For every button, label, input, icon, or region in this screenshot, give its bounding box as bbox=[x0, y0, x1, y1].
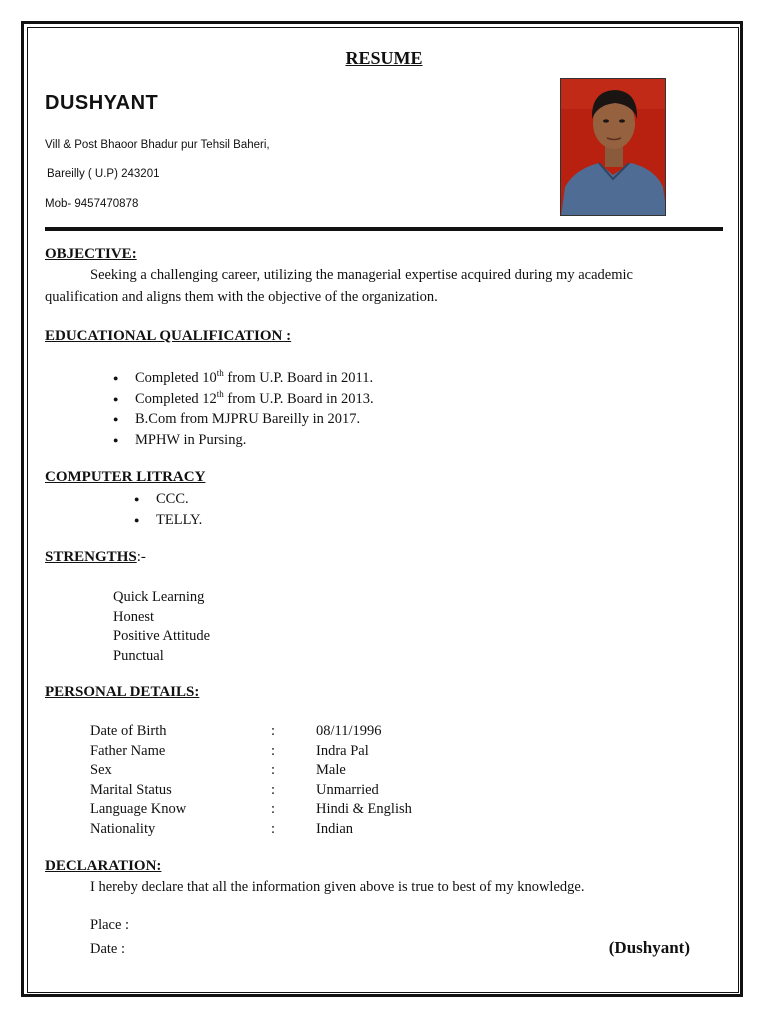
personal-details-heading: PERSONAL DETAILS: bbox=[45, 684, 200, 700]
signature-name: (Dushyant) bbox=[608, 938, 690, 957]
profile-photo bbox=[560, 78, 666, 216]
candidate-name: DUSHYANT bbox=[45, 92, 159, 114]
list-item: ● Completed 12th from U.P. Board in 2013. bbox=[113, 389, 374, 410]
date-label: Date : bbox=[90, 941, 126, 957]
computer-literacy-heading: COMPUTER LITRACY bbox=[45, 469, 206, 485]
list-item: ● B.Com from MJPRU Bareilly in 2017. bbox=[113, 409, 374, 430]
list-item: ● MPHW in Pursing. bbox=[113, 430, 374, 451]
list-item: ● TELLY. bbox=[134, 510, 202, 531]
strengths-list bbox=[113, 588, 210, 666]
objective-line-2: qualification and aligns them with the objective of the organization. bbox=[45, 289, 438, 305]
list-item: Quick Learning bbox=[113, 589, 205, 605]
list-item: ● Completed 10th from U.P. Board in 2011. bbox=[113, 368, 374, 389]
list-item: Honest bbox=[113, 608, 155, 625]
mobile-number: Mob- 9457470878 bbox=[45, 198, 139, 210]
objective-line-1: Seeking a challenging career, utilizing the managerial expertise acquired during my academic bbox=[90, 267, 633, 283]
address-line-1: Vill & Post Bhaoor Bhadur pur Tehsil Baheri, bbox=[45, 139, 270, 151]
strengths-heading: STRENGTHS:- bbox=[45, 549, 146, 565]
header-divider bbox=[45, 227, 723, 231]
list-item: ● CCC. bbox=[134, 489, 202, 510]
list-item: Positive Attitude bbox=[113, 628, 211, 644]
education-heading: EDUCATIONAL QUALIFICATION : bbox=[45, 328, 292, 344]
place-label: Place : bbox=[90, 917, 130, 933]
address-line-2: Bareilly ( U.P) 243201 bbox=[47, 168, 160, 180]
list-item: Punctual bbox=[113, 647, 164, 664]
declaration-heading: DECLARATION: bbox=[45, 858, 162, 874]
document-title: RESUME bbox=[345, 48, 423, 68]
objective-heading: OBJECTIVE: bbox=[45, 246, 137, 262]
declaration-text: I hereby declare that all the information given above is true to best of my knowledge. bbox=[90, 879, 585, 895]
education-list bbox=[113, 368, 374, 450]
computer-list bbox=[134, 489, 202, 530]
